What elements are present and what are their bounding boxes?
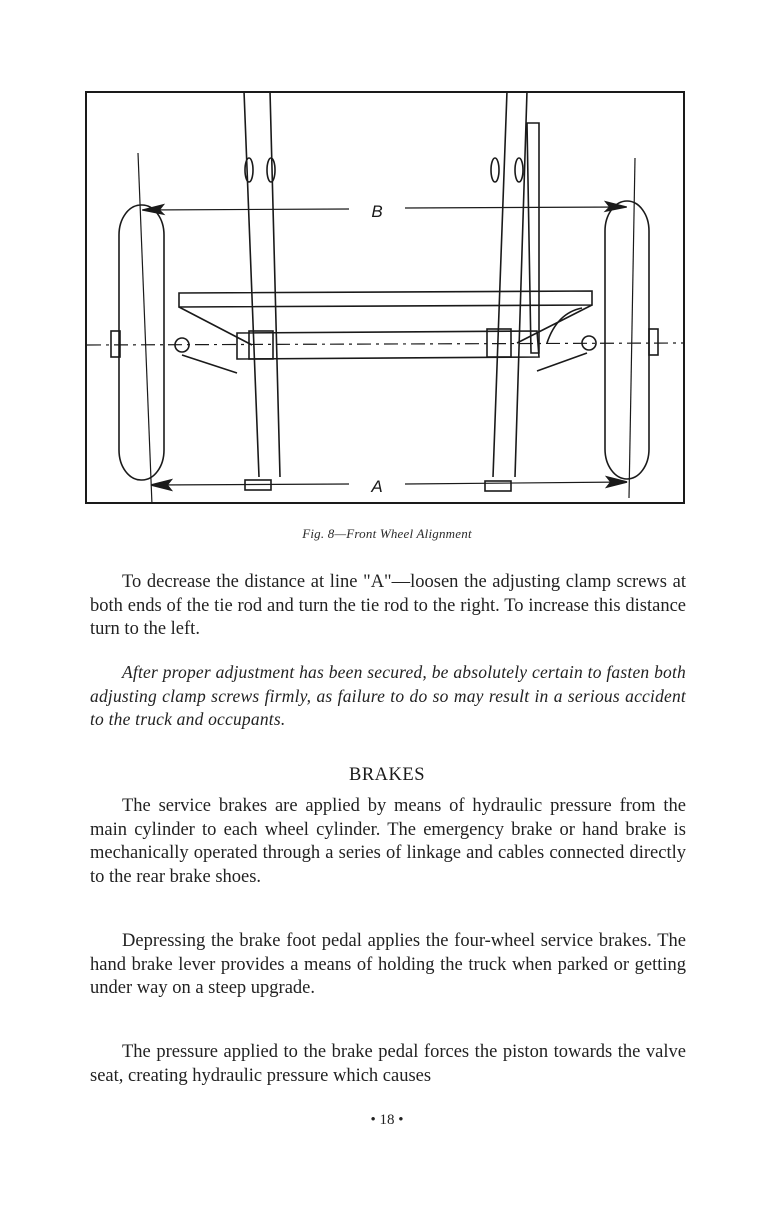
right-wheel-icon <box>605 201 649 479</box>
paragraph-tie-rod-adjust <box>90 571 686 642</box>
dimension-a-label: A <box>371 477 383 496</box>
paragraph-text: The service brakes are applied by means of hydraulic pressure from the main cylinder to each wheel cylinder. The emergency brake or hand brake is mechanically operated through a series of linkage and cables connected directly to the rear brake shoes. <box>90 796 686 887</box>
paragraph-text: To decrease the distance at line "A"—loosen the adjusting clamp screws at both ends of the tie rod and turn the tie rod to the right. To increase this distance turn to the left. <box>90 572 686 639</box>
page-number: • 18 • <box>370 1112 404 1128</box>
paragraph-text: The pressure applied to the brake pedal forces the piston towards the valve seat, creating hydraulic pressure which causes <box>90 1042 686 1086</box>
paragraph-text: After proper adjustment has been secured, be absolutely certain to fasten both adjusting clamp screws firmly, as failure to do so may result in a serious accident to the truck and occupants. <box>90 662 686 729</box>
paragraph-service-brakes <box>90 795 686 889</box>
paragraph-text: Depressing the brake foot pedal applies the four-wheel service brakes. The hand brake lever provides a means of holding the truck when parked or getting under way on a steep upgrade. <box>90 931 686 998</box>
paragraph-brake-pedal <box>90 930 686 1001</box>
front-axle-diagram <box>87 93 683 502</box>
figure-caption: Fig. 8—Front Wheel Alignment <box>302 526 472 541</box>
section-heading-brakes: BRAKES <box>349 765 425 785</box>
dimension-b-label: B <box>371 202 383 221</box>
figure-front-wheel-alignment <box>85 91 685 504</box>
paragraph-warning <box>90 661 686 732</box>
paragraph-pressure <box>90 1041 686 1088</box>
